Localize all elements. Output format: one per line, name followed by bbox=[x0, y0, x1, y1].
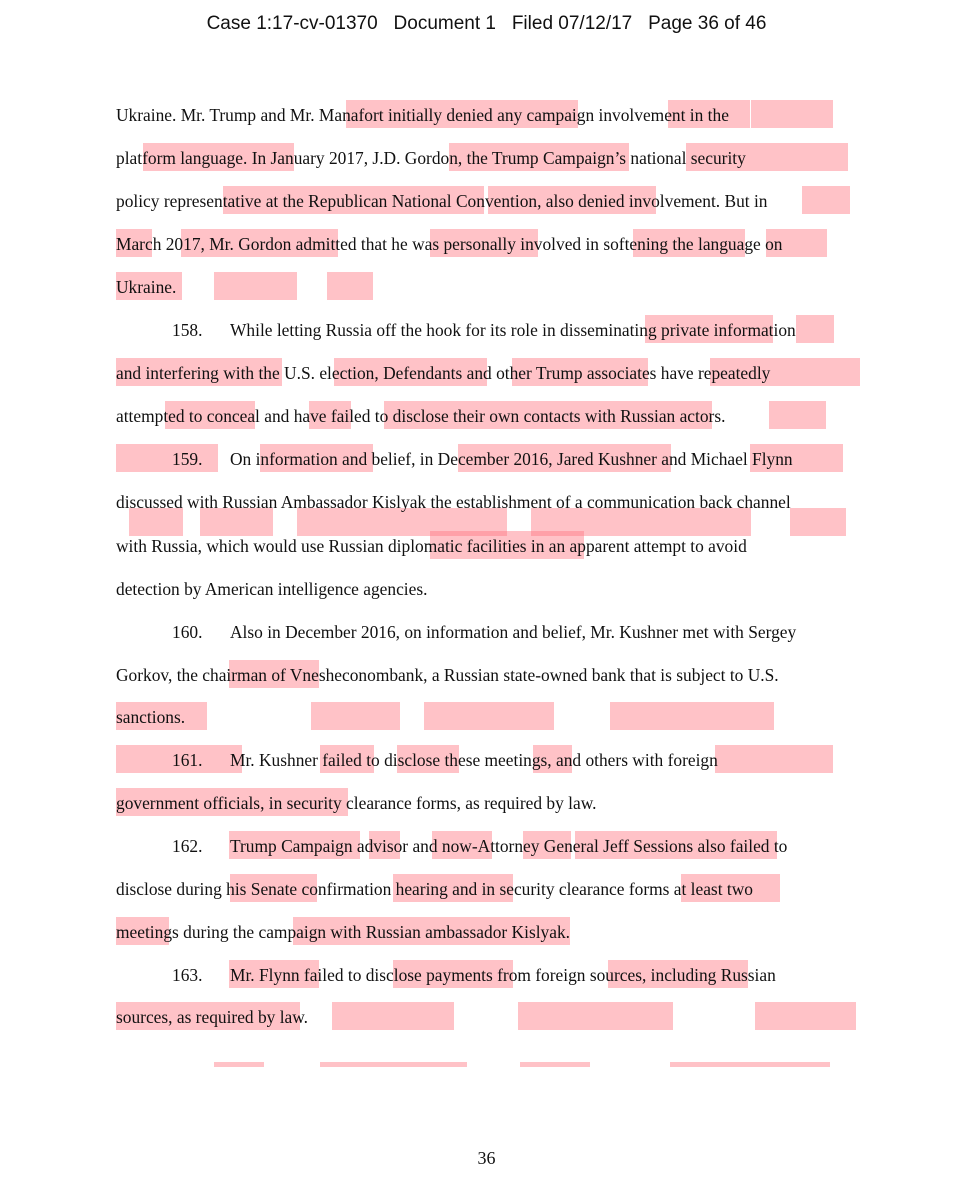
paragraph-163-first-line bbox=[172, 964, 776, 986]
highlight-mark bbox=[311, 702, 400, 730]
highlight-mark bbox=[796, 315, 834, 343]
paragraph-number: 160. bbox=[172, 622, 203, 642]
filed-date: Filed 07/12/17 bbox=[511, 13, 633, 34]
text-line: with Russia, which would use Russian diplomatic facilities in an apparent attempt to avoid bbox=[116, 536, 747, 556]
paragraph-158-first-line bbox=[172, 319, 796, 341]
paragraph-160-first-line bbox=[172, 621, 796, 643]
text-line: Also in December 2016, on information and belief, Mr. Kushner met with Sergey bbox=[230, 622, 797, 642]
text-line: Mr. Kushner failed to disclose these meetings, and others with foreign bbox=[230, 750, 718, 770]
highlight-mark bbox=[715, 745, 833, 773]
paragraph-number: 163. bbox=[172, 965, 203, 985]
highlight-mark bbox=[327, 272, 373, 300]
text-line: government officials, in security clearance forms, as required by law. bbox=[116, 793, 597, 813]
text-line: attempted to conceal and have failed to disclose their own contacts with Russian actors. bbox=[116, 406, 726, 426]
paragraph-161-first-line bbox=[172, 749, 718, 771]
paragraph-number: 159. bbox=[172, 449, 203, 469]
text-line: Trump Campaign advisor and now-Attorney General Jeff Sessions also failed to bbox=[230, 836, 788, 856]
paragraph-number: 162. bbox=[172, 836, 203, 856]
highlight-mark bbox=[320, 1062, 467, 1067]
highlight-mark bbox=[790, 508, 846, 536]
paragraph-159-first-line bbox=[172, 448, 793, 470]
text-line: On information and belief, in December 2016, Jared Kushner and Michael Flynn bbox=[230, 449, 793, 469]
text-line: While letting Russia off the hook for its role in disseminating private information bbox=[230, 320, 796, 340]
text-line: Ukraine. Mr. Trump and Mr. Manafort initially denied any campaign involvement in the bbox=[116, 105, 729, 125]
text-line: Gorkov, the chairman of Vnesheconombank, a Russian state-owned bank that is subject to U.S. bbox=[116, 665, 779, 685]
text-line: discussed with Russian Ambassador Kislyak the establishment of a communication back channel bbox=[116, 492, 791, 512]
paragraph-162-first-line bbox=[172, 835, 787, 857]
paragraph-number: 161. bbox=[172, 750, 203, 770]
highlight-mark bbox=[214, 1062, 264, 1067]
page-of-total: Page 36 of 46 bbox=[648, 13, 767, 34]
text-line: Ukraine. bbox=[116, 277, 177, 297]
highlight-mark bbox=[424, 702, 554, 730]
text-line: disclose during his Senate confirmation hearing and in security clearance forms at least two bbox=[116, 879, 753, 899]
highlight-mark bbox=[332, 1002, 454, 1030]
highlight-mark bbox=[751, 100, 833, 128]
text-line: platform language. In January 2017, J.D. Gordon, the Trump Campaign’s national security bbox=[116, 148, 746, 168]
text-line: sanctions. bbox=[116, 707, 186, 727]
text-line: policy representative at the Republican National Convention, also denied involvement. But in bbox=[116, 191, 768, 211]
highlight-mark bbox=[755, 1002, 856, 1030]
highlight-mark bbox=[520, 1062, 590, 1067]
text-line: meetings during the campaign with Russian ambassador Kislyak. bbox=[116, 922, 571, 942]
highlight-mark bbox=[670, 1062, 830, 1067]
paragraph-number: 158. bbox=[172, 320, 203, 340]
case-header bbox=[0, 13, 973, 35]
page-number: 36 bbox=[477, 1148, 496, 1168]
highlight-mark bbox=[610, 702, 774, 730]
case-number: Case 1:17-cv-01370 bbox=[206, 13, 378, 34]
text-line: and interfering with the U.S. election, Defendants and other Trump associates have repeatedly bbox=[116, 363, 771, 383]
text-line: March 2017, Mr. Gordon admitted that he was personally involved in softening the language on bbox=[116, 234, 783, 254]
text-line: sources, as required by law. bbox=[116, 1007, 309, 1027]
highlight-mark bbox=[802, 186, 850, 214]
text-line: Mr. Flynn failed to disclose payments from foreign sources, including Russian bbox=[230, 965, 776, 985]
highlight-mark bbox=[769, 401, 826, 429]
document-number: Document 1 bbox=[393, 13, 496, 34]
highlight-mark bbox=[518, 1002, 673, 1030]
highlight-mark bbox=[214, 272, 297, 300]
text-line: detection by American intelligence agencies. bbox=[116, 579, 428, 599]
